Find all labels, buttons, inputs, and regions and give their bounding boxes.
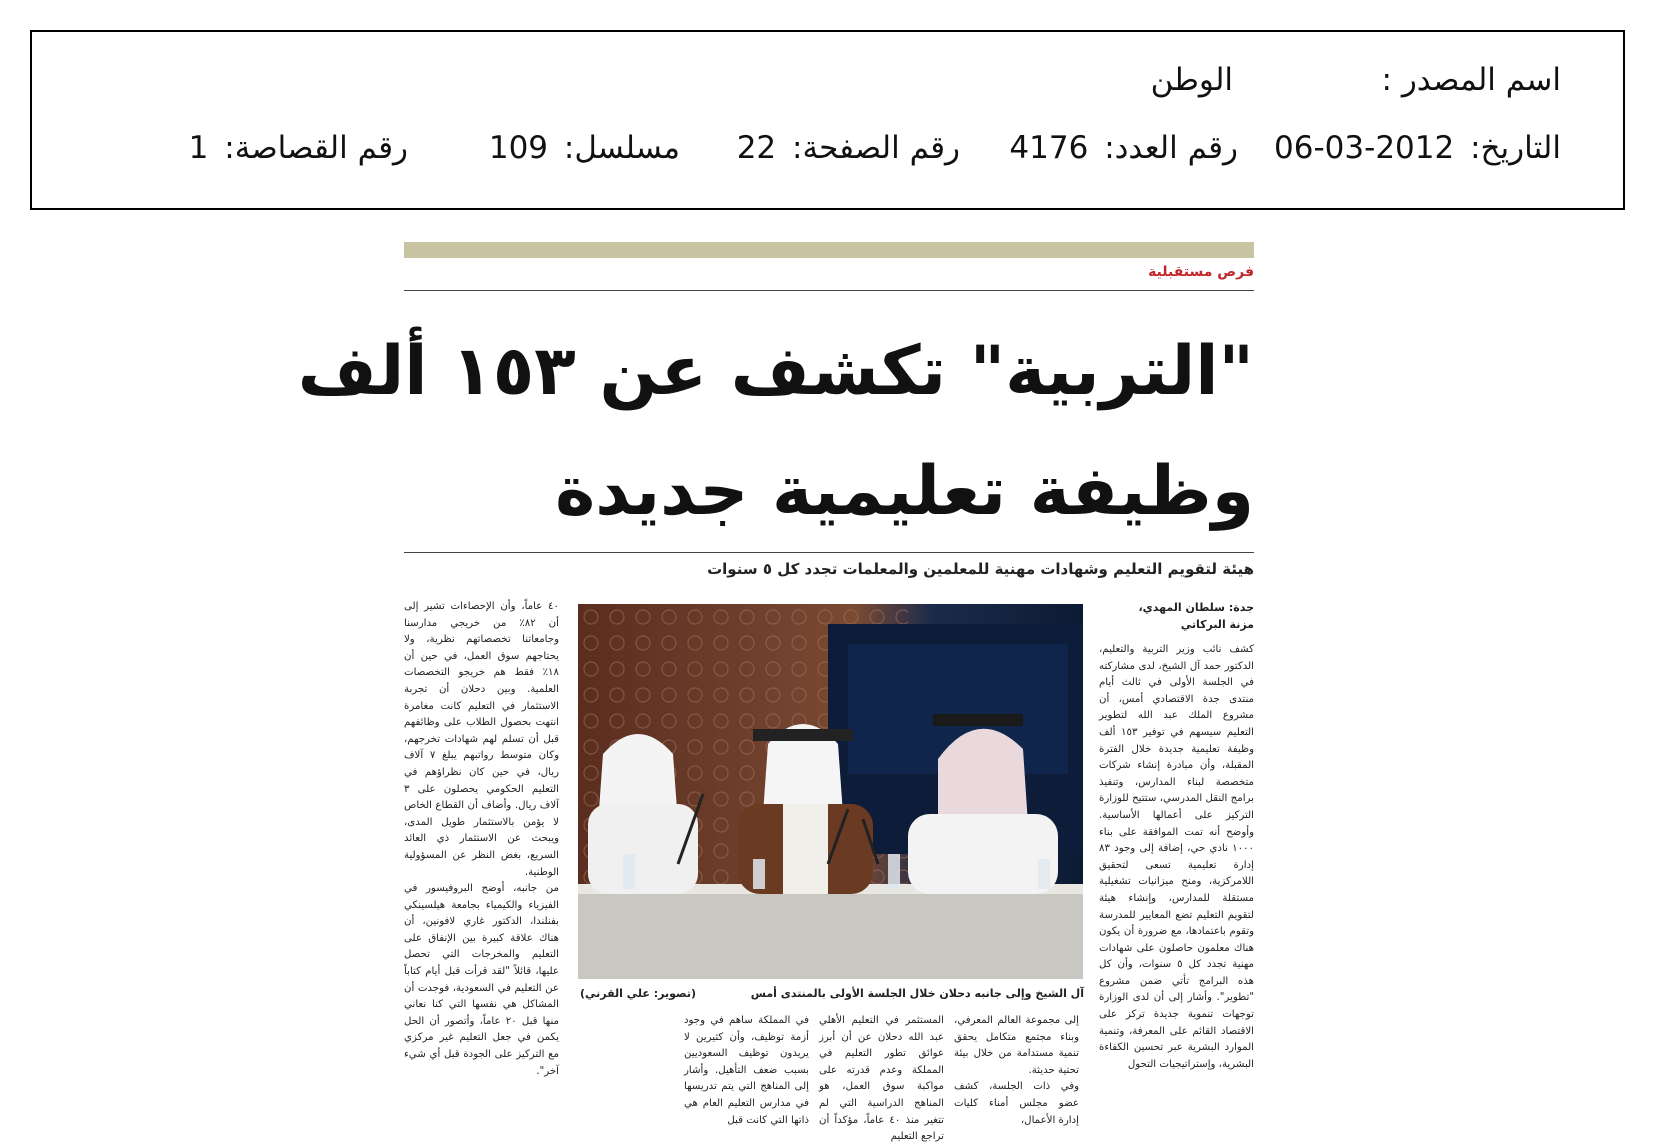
subheadline: هيئة لتقويم التعليم وشهادات مهنية للمعلمين والمعلمات تجدد كل ٥ سنوات xyxy=(707,560,1254,578)
date-field xyxy=(1274,130,1561,166)
kicker-divider xyxy=(404,290,1254,291)
issue-value: 4176 xyxy=(1009,130,1089,166)
date-value: 2012-03-06 xyxy=(1274,130,1455,166)
article-column-bottom-3: في المملكة ساهم في وجود أزمة توظيف، وأن كثيرين لا يريدون توظيف السعوديين بسبب ضعف التأهيل. وأشار إلى المناهج التي يتم تدريسها في مدارس التعليم العام هي ذاتها التي كانت قبل xyxy=(684,1015,809,1126)
clip-value: 1 xyxy=(188,130,209,166)
photo-caption: آل الشيخ وإلى جانبه دحلان خلال الجلسة الأولى بالمنتدى أمس xyxy=(750,987,1084,1000)
headline-line-2: وظيفة تعليمية جديدة xyxy=(555,452,1254,531)
source-label: اسم المصدر : xyxy=(1381,62,1561,98)
issue-field xyxy=(1009,130,1238,166)
byline xyxy=(1129,599,1254,633)
article-column-right: كشف نائب وزير التربية والتعليم، الدكتور حمد آل الشيخ، لدى مشاركته في الجلسة الأولى في ثالث أيام منتدى جدة الاقتصادي أمس، أن مشروع الملك عبد الله لتطوير التعليم سيسهم في توفير ١٥٣ ألف وظيفة تعليمية جديدة خلال الفترة المقبلة، وأن مبادرة إنشاء شركات متخصصة لبناء المدارس، وتنفيذ برامج النقل المدرسي، ستتيح للوزارة التركيز على أعمالها الأساسية. وأوضح أنه تمت الموافقة على بناء ١٠٠٠ نادي حي، إضافة إلى وجود ٨٣ إدارة تعليمية تسعى لتحقيق اللامركزية، ومنح ميزانيات تشغيلية مستقلة للمدارس، وإنشاء هيئة لتقويم التعليم تضع المعايير للمدرسة وتقوم باعتمادها، مع ضرورة أن يكون هناك معلمون حاصلون على شهادات مهنية تجدد كل ٥ سنوات، وأن كل هذه البرامج تأتي ضمن مشروع "تطوير". وأشار إلى أن لدى الوزارة توجهات تنموية جديدة تركز على الاقتصاد القائم على المعرفة، وتنمية الموارد البشرية عبر تحسين الكفاءة البشرية، وإستراتيجيات التحول xyxy=(1099,644,1254,1070)
headline xyxy=(297,312,1254,552)
newspaper-article xyxy=(297,242,1254,1143)
serial-value: 109 xyxy=(488,130,549,166)
panel-photo xyxy=(578,604,1083,979)
serial-label: مسلسل: xyxy=(563,130,680,166)
date-label: التاريخ: xyxy=(1470,130,1561,166)
source-info-box xyxy=(30,30,1625,210)
three-men-at-panel-table-icon xyxy=(578,604,1083,979)
serial-field xyxy=(489,130,680,166)
headline-line-1: "التربية" تكشف عن ١٥٣ ألف xyxy=(297,332,1254,411)
article-column-bottom-1: إلى مجموعة العالم المعرفي، وبناء مجتمع متكامل يحقق تنمية مستدامة من خلال بيئة تحتية حديثة. وفي ذات الجلسة، كشف عضو مجلس أمناء كليات إدارة الأعمال، xyxy=(954,1015,1079,1126)
section-kicker: فرص مستقبلية xyxy=(1148,264,1254,280)
byline-line-2: مزنة البركاتي xyxy=(1180,618,1254,631)
clip-field xyxy=(189,130,408,166)
clip-label: رقم القصاصة: xyxy=(224,130,408,166)
page-value: 22 xyxy=(736,130,777,166)
article-column-left: ٤٠ عاماً، وأن الإحصاءات تشير إلى أن ٨٢٪ من خريجي مدارسنا وجامعاتنا تخصصاتهم نظرية، ولا يحتاجهم سوق العمل، في حين أن ١٨٪ فقط هم خريجو التخصصات العلمية. وبين دحلان أن تجربة الاستثمار في التعليم كانت مغامرة انتهت بحصول الطلاب على وظائفهم قبل أن تسلم لهم شهادات تخرجهم، وكان متوسط رواتبهم يبلغ ٧ آلاف ريال، في حين كان نظراؤهم في التعليم الحكومي يحصلون على ٣ آلاف ريال. وأضاف أن القطاع الخاص لا يؤمن بالاستثمار طويل المدى، ويبحث عن الاستثمار ذي العائد السريع، بغض النظر عن المسؤولية الوطنية. من جانبه، أوضح البروفيسور في الفيزياء والكيمياء بجامعة هيلسينكي بفنلندا، الدكتور غاري لافونين، أن هناك علاقة كبيرة بين الإنفاق على التعليم والمخرجات التي تحصل عليها، قائلاً "لقد قرأت قبل أيام كتاباً عن التعليم في السعودية، فوجدت أن المشاكل هي نفسها التي كنا نعاني منها قبل ٢٠ عاماً، وأتصور أن الحل يكمن في جعل التعليم غير مركزي مع التركيز على الجودة قبل أي شيء آخر". xyxy=(404,601,560,1077)
issue-label: رقم العدد: xyxy=(1104,130,1238,166)
page-field xyxy=(737,130,960,166)
section-color-bar xyxy=(404,242,1254,258)
source-value: الوطن xyxy=(1150,62,1233,98)
page-label: رقم الصفحة: xyxy=(792,130,960,166)
byline-line-1: جدة: سلطان المهدي، xyxy=(1138,601,1254,614)
article-column-bottom-2: المستثمر في التعليم الأهلي عبد الله دحلان عن أن أبرز عوائق تطور التعليم في المملكة وعدم قدرته على مواكبة سوق العمل، هو المناهج الدراسية التي لم تتغير منذ ٤٠ عاماً، مؤكداً أن تراجع التعليم xyxy=(819,1015,944,1143)
photo-credit: (تصوير: علي القرني) xyxy=(580,987,697,1000)
subheadline-divider xyxy=(404,552,1254,553)
